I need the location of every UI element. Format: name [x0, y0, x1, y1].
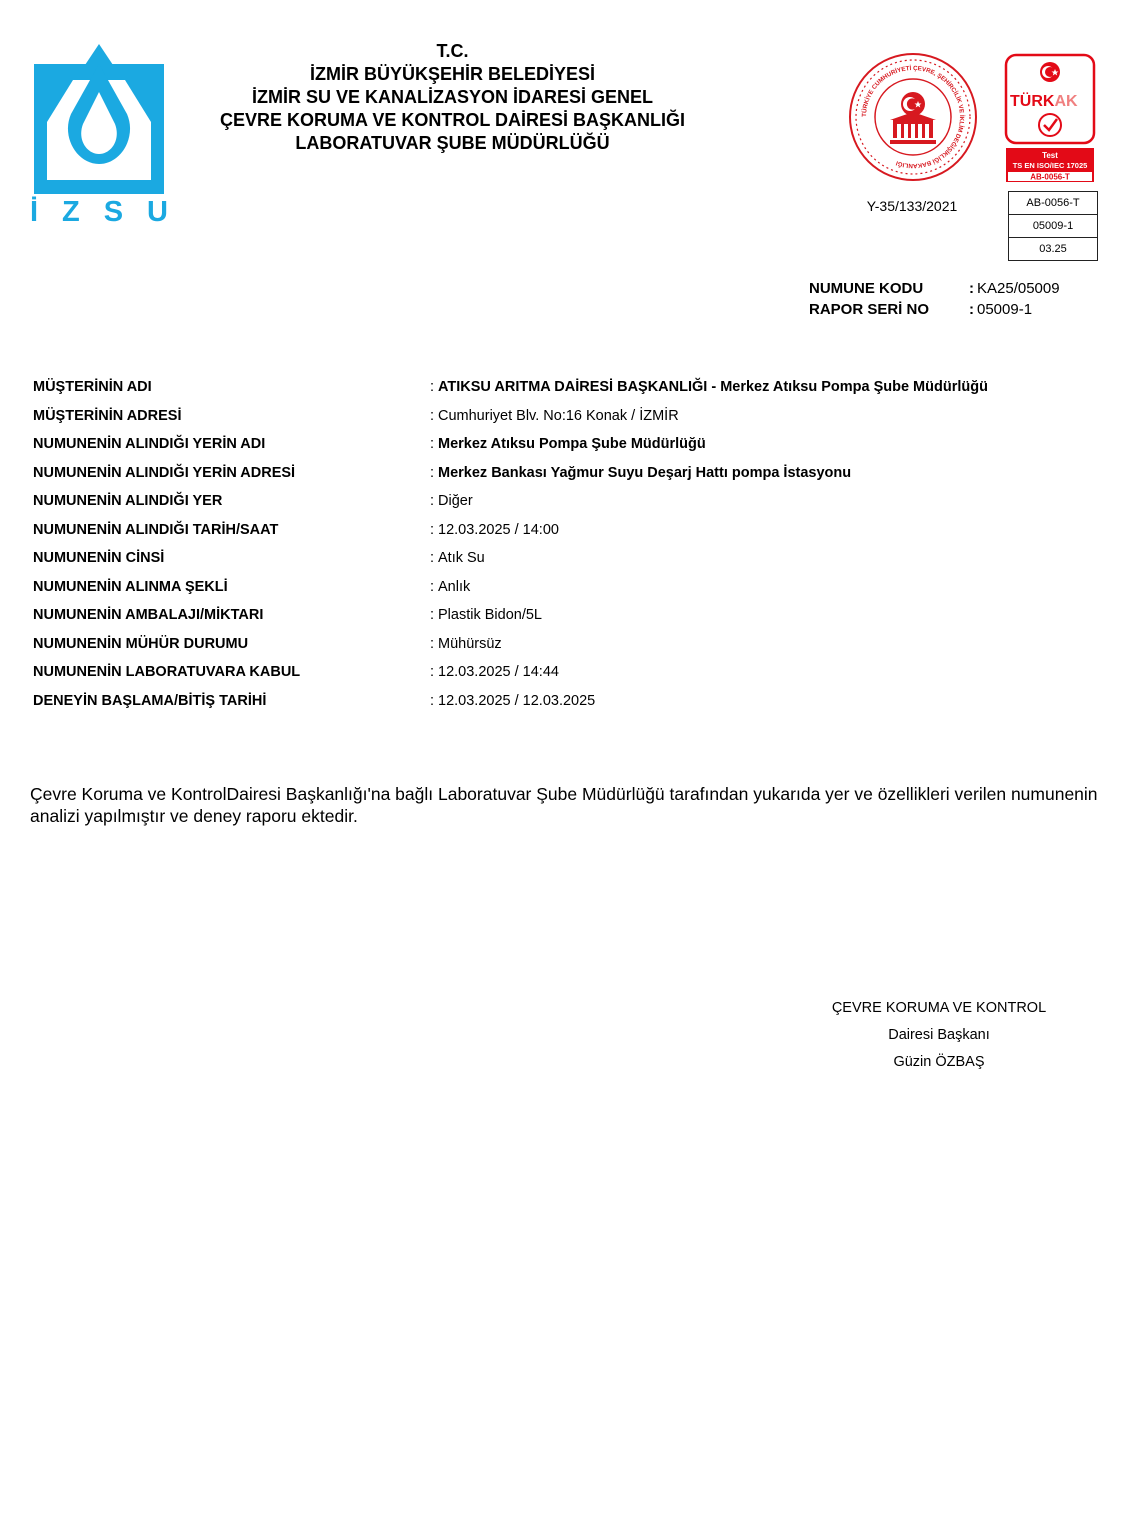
info-row — [33, 459, 1113, 488]
izsu-letter: S — [103, 196, 126, 228]
colon: : — [430, 464, 435, 481]
colon: : — [430, 521, 435, 538]
info-row — [33, 373, 1113, 402]
info-value: ATIKSU ARITMA DAİRESİ BAŞKANLIĞI - Merkez Atıksu Pompa Şube Müdürlüğü — [438, 379, 988, 396]
info-value: Anlık — [438, 578, 471, 595]
header-line: İZMİR SU VE KANALİZASYON İDARESİ GENEL — [251, 87, 654, 107]
sample-code-label: NUMUNE KODU — [809, 280, 924, 297]
sample-codes — [809, 278, 1060, 320]
colon: : — [430, 550, 435, 567]
colon: : — [430, 436, 435, 453]
report-no-value: 05009-1 — [977, 301, 1033, 318]
info-value: Mühürsüz — [438, 635, 502, 652]
info-value: Cumhuriyet Blv. No:16 Konak / İZMİR — [438, 407, 679, 424]
info-value: 12.03.2025 / 12.03.2025 — [438, 692, 596, 709]
document-header — [190, 40, 715, 155]
svg-text:TÜRKAK — [1010, 91, 1078, 110]
info-label: NUMUNENİN CİNSİ — [33, 550, 165, 567]
info-row — [33, 573, 1113, 602]
info-row — [33, 601, 1113, 630]
info-label: NUMUNENİN AMBALAJI/MİKTARI — [33, 607, 264, 624]
report-statement: Çevre Koruma ve KontrolDairesi Başkanlığı'na bağlı Laboratuvar Şube Müdürlüğü tarafından yukarıda yer ve özellikleri verilen numunenin analizi yapılmıştır ve deney raporu ektedir. — [30, 784, 1098, 826]
colon: : — [430, 607, 435, 624]
info-row — [33, 402, 1113, 431]
info-value: Atık Su — [438, 550, 485, 567]
seal-ring-text: TÜRKİYE CUMHURİYETİ ÇEVRE, ŞEHİRCİLİK VE İKLİM DEĞİŞİKLİĞİ BAKANLIĞI — [860, 64, 966, 170]
colon: : — [430, 379, 435, 396]
colon: : — [430, 407, 435, 424]
info-value: Plastik Bidon/5L — [438, 607, 542, 624]
turkak-name: TÜRK — [1010, 93, 1055, 110]
header-line: T.C. — [436, 41, 469, 61]
header-line: İZMİR BÜYÜKŞEHİR BELEDİYESİ — [309, 64, 596, 84]
turkak-logo-icon — [1002, 52, 1098, 184]
colon: : — [430, 493, 435, 510]
colon: : — [969, 301, 974, 318]
info-row — [33, 544, 1113, 573]
report-no-row — [809, 299, 1060, 320]
info-label: NUMUNENİN MÜHÜR DURUMU — [33, 635, 249, 652]
accreditation-box — [1008, 191, 1098, 261]
izsu-letter: İ — [30, 196, 41, 228]
header-line: LABORATUVAR ŞUBE MÜDÜRLÜĞÜ — [295, 133, 610, 153]
sample-code-row — [809, 278, 1060, 299]
turkak-name-ak: AK — [1054, 93, 1078, 110]
ministry-seal-icon — [848, 52, 978, 182]
info-value: Diğer — [438, 493, 473, 510]
info-value: Merkez Bankası Yağmur Suyu Deşarj Hattı pompa İstasyonu — [438, 464, 852, 481]
info-label: NUMUNENİN ALINMA ŞEKLİ — [33, 578, 228, 595]
header-line: ÇEVRE KORUMA VE KONTROL DAİRESİ BAŞKANLIĞI — [219, 110, 686, 130]
colon: : — [430, 664, 435, 681]
info-row — [33, 487, 1113, 516]
turkak-standard: TS EN ISO/IEC 17025 — [1012, 161, 1088, 170]
izsu-letter: Z — [62, 196, 82, 228]
turkak-code: AB-0056-T — [1030, 172, 1070, 182]
signature-block — [808, 995, 1070, 1076]
signature-title: ÇEVRE KORUMA VE KONTROL — [831, 1000, 1047, 1016]
water-drop-icon — [34, 44, 164, 194]
info-row — [33, 687, 1113, 716]
info-label: NUMUNENİN ALINDIĞI TARİH/SAAT — [33, 521, 279, 538]
turkak-test: Test — [1042, 151, 1058, 160]
info-label: NUMUNENİN ALINDIĞI YER — [33, 493, 223, 510]
accreditation-cell: 03.25 — [1039, 243, 1067, 255]
izsu-letter: U — [147, 196, 170, 228]
seal-code: Y-35/133/2021 — [866, 198, 958, 214]
info-row — [33, 658, 1113, 687]
info-label: NUMUNENİN ALINDIĞI YERİN ADI — [33, 436, 266, 453]
colon: : — [430, 692, 435, 709]
info-label: DENEYİN BAŞLAMA/BİTİŞ TARİHİ — [33, 692, 267, 709]
info-row — [33, 516, 1113, 545]
info-value: Merkez Atıksu Pompa Şube Müdürlüğü — [438, 436, 706, 453]
info-label: MÜŞTERİNİN ADI — [33, 379, 152, 396]
info-label: NUMUNENİN LABORATUVARA KABUL — [33, 664, 301, 681]
info-row — [33, 430, 1113, 459]
accreditation-cell: AB-0056-T — [1009, 192, 1097, 215]
signature-role: Dairesi Başkanı — [888, 1027, 990, 1043]
colon: : — [430, 578, 435, 595]
signature-name: Güzin ÖZBAŞ — [893, 1054, 985, 1070]
sample-code-value: KA25/05009 — [977, 280, 1060, 297]
sample-info-table — [33, 373, 1113, 715]
izsu-wordmark — [30, 196, 170, 229]
colon: : — [430, 635, 435, 652]
accreditation-cell: 05009-1 — [1009, 215, 1097, 238]
info-label: MÜŞTERİNİN ADRESİ — [33, 407, 182, 424]
colon: : — [969, 280, 974, 297]
info-value: 12.03.2025 / 14:44 — [438, 664, 559, 681]
info-label: NUMUNENİN ALINDIĞI YERİN ADRESİ — [33, 464, 296, 481]
info-value: 12.03.2025 / 14:00 — [438, 521, 559, 538]
info-row — [33, 630, 1113, 659]
report-no-label: RAPOR SERİ NO — [809, 301, 930, 318]
